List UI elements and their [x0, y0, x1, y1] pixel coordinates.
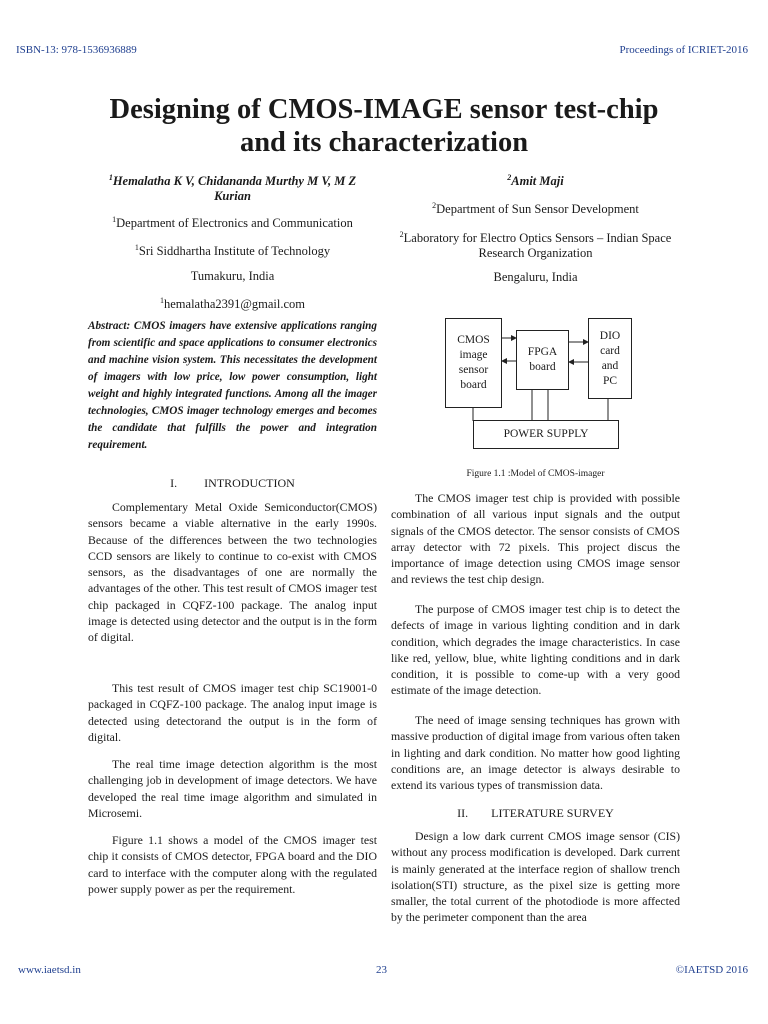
paragraph-left-1: Complementary Metal Oxide Semiconductor(CMOS) sensors became a viable alternative in the early 1990s. Because of the differences between the two technologies CCD sensors are likely to continue to co-exist with CMOS sensors, as the disadvantages of one are normally the advantages of the other. This test result of CMOS imager test chip packaged in CQFZ-100 package. The analog input image is detected using detector and the output is in the form of digital. [88, 500, 377, 645]
figure-caption: Figure 1.1 :Model of CMOS-imager [466, 469, 605, 479]
footer-page-number: 23 [376, 964, 387, 976]
fpga-board-box: FPGA board [516, 330, 569, 390]
right-dept: $^2$Department of Sun Sensor Development [432, 201, 639, 217]
cmos-imager-diagram [445, 318, 645, 453]
right-affiliation [391, 170, 680, 285]
footer-website: www.iaetsd.in [18, 964, 81, 976]
left-dept: $^1$Department of Electronics and Communication [112, 215, 353, 231]
paragraph-right-3: The need of image sensing techniques has grown with massive production of digital image from various often taken in lighting and dark condition. No matter how good lighting conditions are, an image detector is always desirable to extend its various types of transmission data. [391, 713, 680, 793]
cmos-sensor-board-box: CMOS image sensor board [445, 318, 502, 408]
title-line-2: and its characterization [239, 127, 529, 158]
paragraph-left-2: This test result of CMOS imager test chip SC19001-0 packaged in CQFZ-100 package. The analog input image is detected using detectorand the output is in the form of digital. [88, 681, 377, 744]
paragraph-right-4: Design a low dark current CMOS image sensor (CIS) without any process modification is developed. Dark current is mainly generated at the interface region of shallow trench isolation(STI) structure, as the pixel size is getting more smaller, the total current of the photodiode is more affected by the perimeter component than the area [391, 829, 680, 925]
left-institute: $^1$Sri Siddhartha Institute of Technology [134, 243, 331, 259]
right-lab: $^2$Laboratory for Electro Optics Sensors – Indian Space Research Organization [399, 230, 672, 261]
dio-card-box: DIO card and PC [588, 318, 632, 399]
right-author-name: $^2$Amit Maji [507, 173, 564, 189]
paragraph-left-4: Figure 1.1 shows a model of the CMOS imager test chip it consists of CMOS detector, FPGA board and the DIO card to interface with the computer along with the regulated power supply power as per the requirement. [88, 833, 377, 896]
section-heading-introduction: I. INTRODUCTION [170, 476, 295, 490]
proceedings-header: Proceedings of ICRIET-2016 [619, 44, 748, 56]
footer-copyright: ©IAETSD 2016 [675, 964, 748, 976]
title-line-1: Designing of CMOS-IMAGE sensor test-chip [109, 94, 659, 125]
abstract: Abstract: CMOS imagers have extensive applications ranging from scientific and space applications to consumer electronics and machine vision system. This necessitates the development of imagers with low price, low power consumption, light weight and highly integrated functions. Among all the imager technologies, CMOS imager technology emerges and becomes the candidate that fulfills the power and integration requirement. [88, 320, 377, 451]
left-affiliation [88, 170, 377, 313]
left-city: Tumakuru, India [190, 269, 275, 284]
left-email: $^1$hemalatha2391@gmail.com [160, 296, 305, 312]
paragraph-right-2: The purpose of CMOS imager test chip is to detect the defects of image in various lighting condition and in dark condition, which degrades the image characteristics. In case like red, yellow, blue, white lighting conditions and in dark condition, it is possible to come-up with a very good estimate of the image detection. [391, 602, 680, 698]
power-supply-box: POWER SUPPLY [473, 420, 619, 449]
section-heading-literature-survey: II. LITERATURE SURVEY [457, 806, 614, 820]
isbn-header: ISBN-13: 978-1536936889 [16, 44, 137, 56]
paragraph-left-3: The real time image detection algorithm is the most challenging job in development of image detectors. We have developed the real time image algorithm and simulated in Microsemi. [88, 757, 377, 820]
right-city: Bengaluru, India [493, 270, 578, 285]
paper-title [40, 93, 728, 159]
left-author-names: $^1$Hemalatha K V, Chidananda Murthy M V, M Z Kurian [108, 173, 357, 204]
paragraph-right-1: The CMOS imager test chip is provided with possible combination of all various input signals and the output signals of the CMOS detector. The sensor consists of CMOS array detector with 72 pixels. This project discus the importance of image detection using CMOS image sensor and reviews the test chip design. [391, 491, 680, 587]
